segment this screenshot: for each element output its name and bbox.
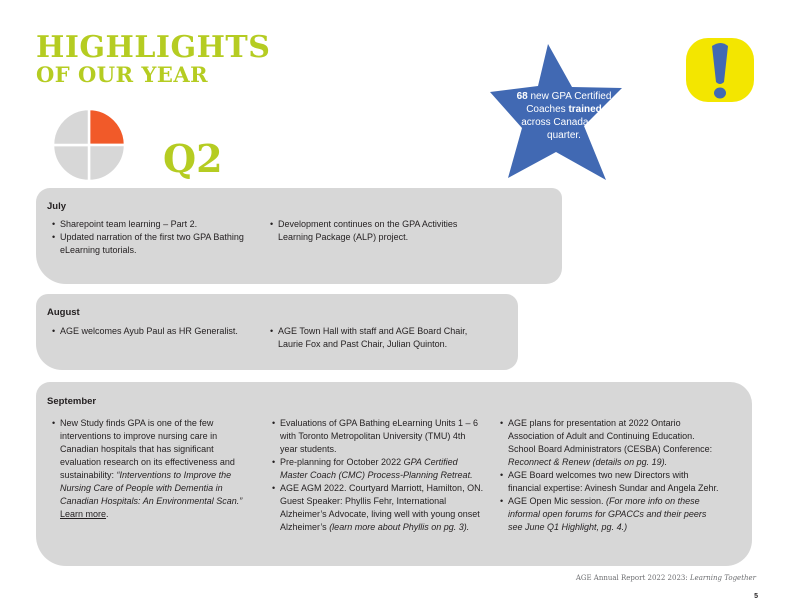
list-item [272, 482, 484, 534]
august-col-1 [52, 325, 258, 338]
list-item: • Evaluations of GPA Bathing eLearning Units 1 – 6 with Toronto Metropolitan University (TMU) 4th year students. [272, 417, 484, 456]
learn-more-link[interactable]: Learn more [60, 509, 107, 519]
august-col-2 [270, 325, 480, 351]
quarter-progress-pie-icon [50, 106, 128, 184]
item-text: Pre-planning for October 2022 [280, 457, 404, 467]
study-title: “Interventions to Improve the Nursing Care of People with Dementia in Canadian Hospitals: An Environmental Scan.” [60, 470, 243, 506]
item-text-italic: (For more info on these informal open forums for GPACCs and their peers see June Q1 Highlight, pg. 4.) [508, 496, 707, 532]
month-july-label: July [47, 201, 67, 212]
page-number: 5 [754, 593, 758, 600]
list-item: • Updated narration of the first two GPA Bathing eLearning tutorials. [52, 231, 258, 257]
item-text-italic: GPA Certified Master Coach (CMC) Process-Planning Retreat. [280, 457, 473, 480]
item-text: . [106, 509, 109, 519]
list-item [52, 417, 248, 521]
star-bold: trained [568, 104, 602, 115]
list-item: • AGE welcomes Ayub Paul as HR Generalist. [52, 325, 258, 338]
list-item: • AGE Town Hall with staff and AGE Board Chair, Laurie Fox and Past Chair, Julian Quinton. [270, 325, 480, 351]
list-item [500, 417, 720, 469]
july-col-1 [52, 218, 258, 257]
star-text-b: across Canada this quarter. [521, 117, 607, 141]
september-col-2 [272, 417, 484, 534]
july-col-2 [270, 218, 480, 244]
list-item [500, 495, 720, 534]
star-callout-text [516, 90, 612, 142]
list-item [272, 456, 484, 482]
month-september-label: September [47, 396, 97, 407]
quarter-label: Q2 [163, 136, 223, 181]
list-item: • Sharepoint team learning – Part 2. [52, 218, 258, 231]
exclamation-icon [684, 34, 756, 106]
september-col-1 [52, 417, 248, 521]
list-item: • AGE Board welcomes two new Directors with financial expertise: Avinesh Sundar and Angela Zehr. [500, 469, 720, 495]
footer-report [576, 574, 756, 582]
item-text-italic: Reconnect & Renew (details on pg. 19). [508, 457, 668, 467]
footer-report-text: AGE Annual Report 2022 2023: [575, 574, 690, 582]
list-item: • Development continues on the GPA Activities Learning Package (ALP) project. [270, 218, 480, 244]
item-text-italic: (learn more about Phyllis on pg. 3). [329, 522, 470, 532]
page-subtitle: OF OUR YEAR [36, 62, 209, 87]
september-col-3 [500, 417, 720, 534]
item-text: New Study finds GPA is one of the few interventions to improve nursing care in Canadian hospitals that has significant evaluation research on its effectiveness and sustainability: [60, 418, 235, 480]
star-text-a: new GPA Certified Coaches [526, 91, 612, 115]
star-number: 68 [516, 91, 528, 102]
footer-tagline: Learning Together [689, 574, 756, 582]
item-text: AGE AGM 2022. Courtyard Marriott, Hamilton, ON. Guest Speaker: Phyllis Fehr, International Alzheimer’s Advocate, living well with young onset Alzheimer’s [280, 483, 484, 532]
page-title: HIGHLIGHTS [36, 30, 271, 65]
month-august-label: August [47, 307, 80, 318]
item-text: AGE plans for presentation at 2022 Ontario Association of Adult and Continuing Education. School Board Administrators (CESBA) Conference: [508, 418, 713, 454]
item-text: AGE Open Mic session. [508, 496, 607, 506]
